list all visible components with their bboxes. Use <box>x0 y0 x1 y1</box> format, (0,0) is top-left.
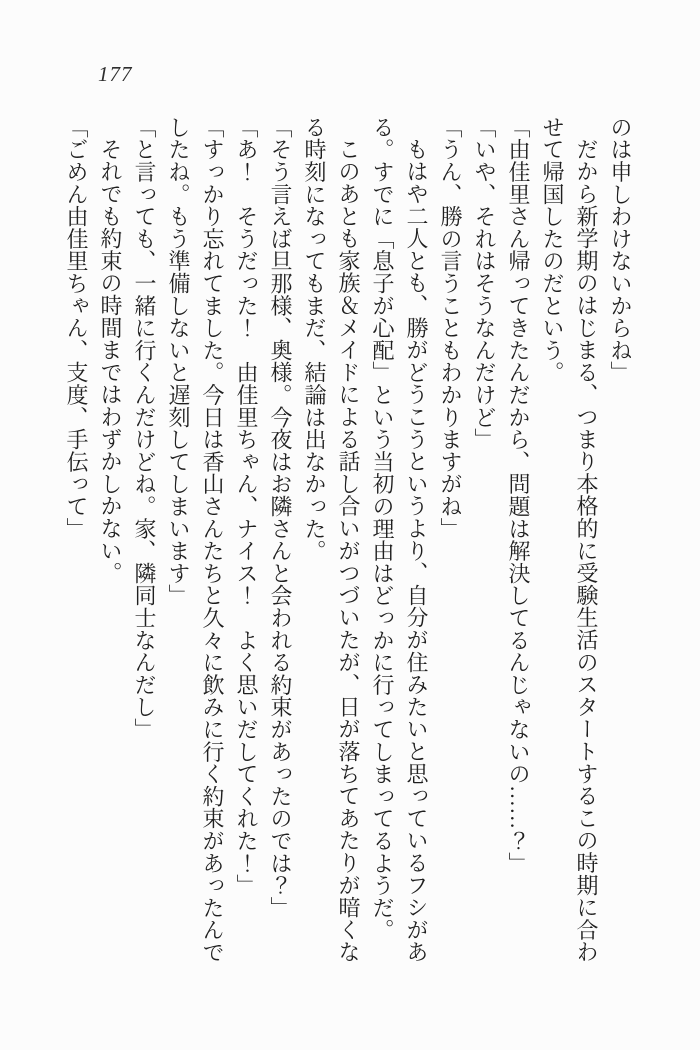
text-line: もはや二人とも、勝がどうこうというより、自分が住みたいと思っているフシがあ <box>404 138 429 964</box>
text-line: このあとも家族＆メイドによる話し合いがつづいたが、日が落ちてあたりが暗くな <box>336 138 361 964</box>
text-line: 「いや、それはそうなんだけど」 <box>472 116 497 451</box>
page-number: 177 <box>98 62 133 86</box>
text-line: 「すっかり忘れてました。今日は香山さんたちと久々に飲みに行く約束があったんで <box>200 116 225 964</box>
text-line: る時刻になってもまだ、結論は出なかった。 <box>302 116 327 562</box>
text-line: 「そう言えば旦那様、奥様。今夜はお隣さんと会われる約束があったのでは？」 <box>268 116 293 919</box>
text-line: それでも約束の時間まではわずかしかない。 <box>98 138 123 584</box>
text-line: る。すでに「息子が心配」という当初の理由はどっかに行ってしまってるようだ。 <box>370 116 395 942</box>
text-line: だから新学期のはじまる、つまり本格的に受験生活のスタートするこの時期に合わ <box>574 138 599 964</box>
text-line: のは申しわけないからね」 <box>608 116 633 384</box>
text-line: したね。もう準備しないと遅刻してしまいます」 <box>166 116 191 607</box>
text-line: 「と言っても、一緒に行くんだけどね。家、隣同士なんだし」 <box>132 116 157 741</box>
text-line: 「あ！ そうだった！ 由佳里ちゃん、ナイス！ よく思いだしてくれた！」 <box>234 116 259 897</box>
text-line: 「ごめん由佳里ちゃん、支度、手伝って」 <box>64 116 89 540</box>
text-line: 「由佳里さん帰ってきたんだから、問題は解決してるんじゃないの……？」 <box>506 116 531 875</box>
text-line: せて帰国したのだという。 <box>540 116 565 384</box>
text-line: 「うん、勝の言うこともわかりますがね」 <box>438 116 463 540</box>
body-text <box>59 116 637 1016</box>
